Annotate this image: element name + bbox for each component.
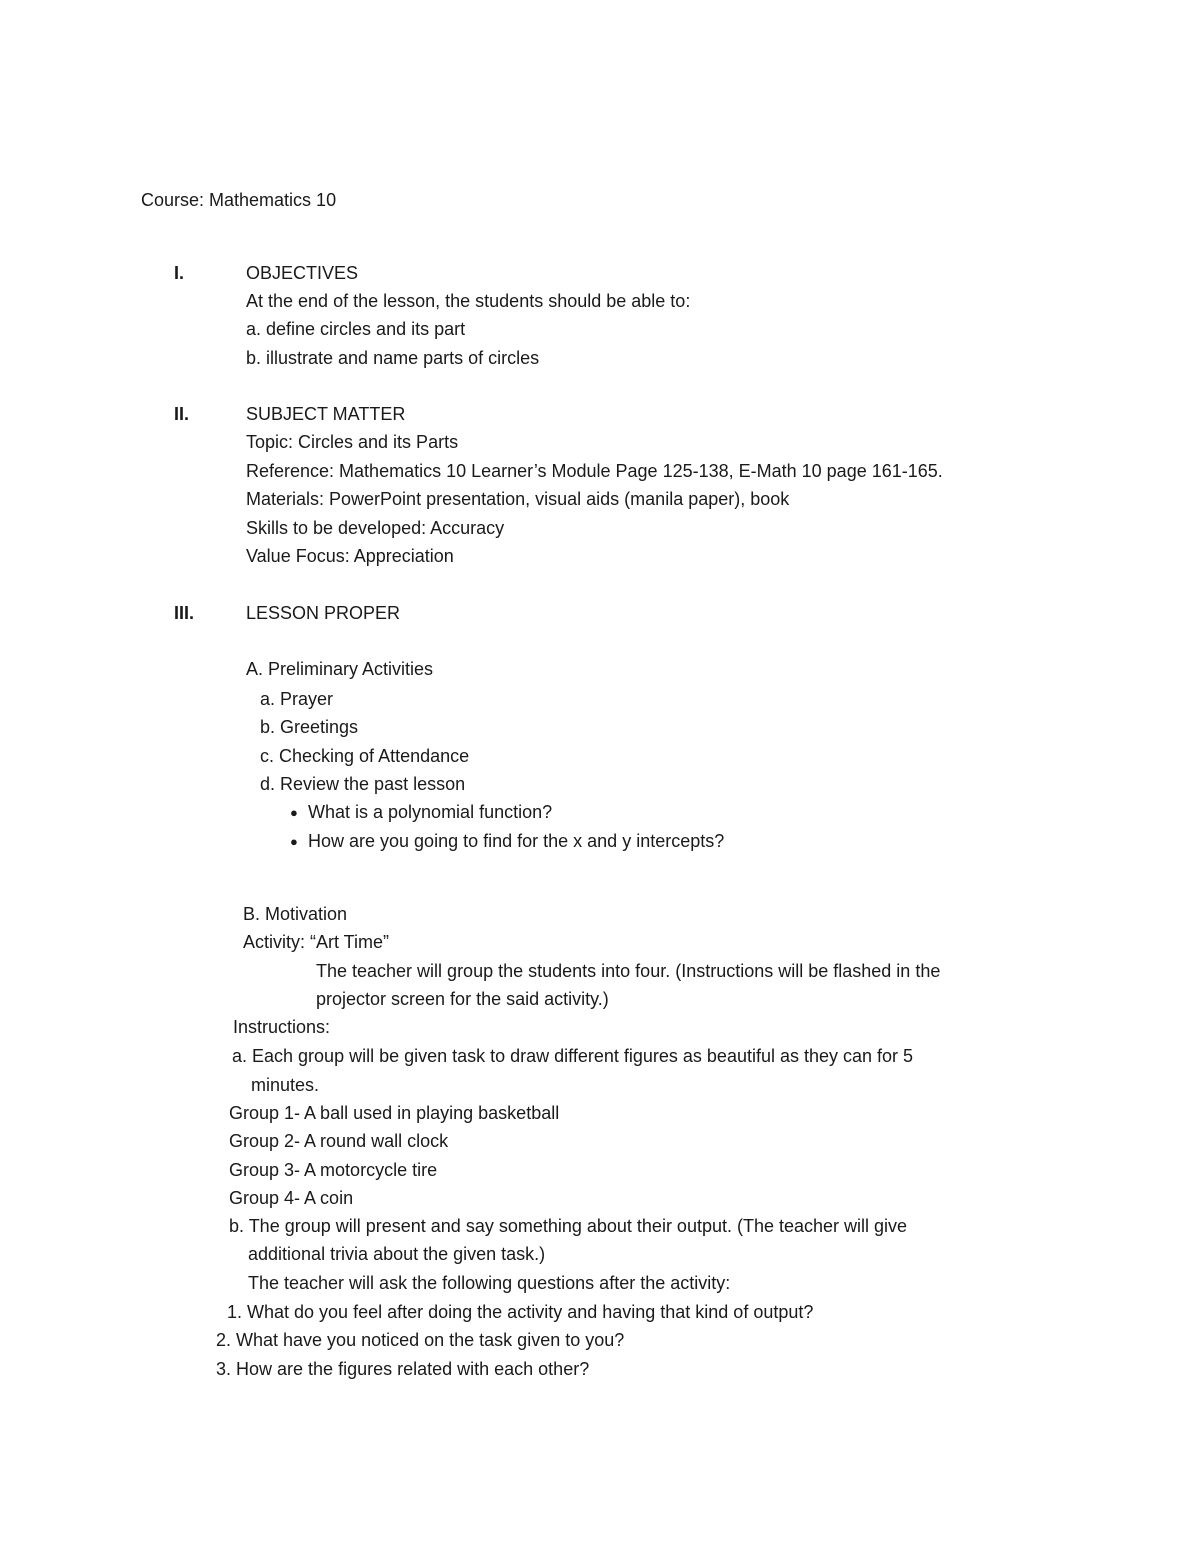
- questions-intro: The teacher will ask the following questions after the activity:: [248, 1273, 731, 1293]
- motivation-activity: Activity: “Art Time”: [243, 932, 390, 952]
- subject-matter-value-focus: Value Focus: Appreciation: [246, 546, 454, 566]
- group-task: Group 4- A coin: [229, 1188, 354, 1208]
- subject-matter-materials: Materials: PowerPoint presentation, visual aids (manila paper), book: [246, 489, 790, 509]
- section-numeral-objectives: I.: [174, 263, 185, 283]
- group-task: Group 2- A round wall clock: [229, 1131, 449, 1151]
- review-bullet-item: [290, 800, 552, 824]
- motivation-title: B. Motivation: [243, 904, 348, 924]
- preliminary-item: d. Review the past lesson: [260, 774, 466, 794]
- motivation-description: The teacher will group the students into four. (Instructions will be flashed in the: [316, 961, 941, 981]
- section-heading-objectives: OBJECTIVES: [246, 263, 359, 283]
- review-question: How are you going to find for the x and y intercepts?: [308, 831, 725, 851]
- question-item: 3. How are the figures related with each other?: [216, 1359, 590, 1379]
- section-heading-lesson-proper: LESSON PROPER: [246, 603, 401, 623]
- instruction-a: a. Each group will be given task to draw different figures as beautiful as they can for 5: [232, 1046, 914, 1066]
- bullet-icon: ●: [290, 834, 298, 849]
- motivation-description-continued: projector screen for the said activity.): [316, 989, 609, 1009]
- instruction-b-continued: additional trivia about the given task.): [248, 1244, 546, 1264]
- question-item: 1. What do you feel after doing the activity and having that kind of output?: [227, 1302, 814, 1322]
- group-task: Group 3- A motorcycle tire: [229, 1160, 438, 1180]
- bullet-icon: ●: [290, 805, 298, 820]
- question-item: 2. What have you noticed on the task given to you?: [216, 1330, 625, 1350]
- group-task: Group 1- A ball used in playing basketball: [229, 1103, 560, 1123]
- preliminary-item: b. Greetings: [260, 717, 359, 737]
- section-heading-subject-matter: SUBJECT MATTER: [246, 404, 406, 424]
- subject-matter-reference: Reference: Mathematics 10 Learner’s Module Page 125-138, E-Math 10 page 161-165.: [246, 461, 943, 481]
- review-question: What is a polynomial function?: [308, 802, 553, 822]
- course-line: Course: Mathematics 10: [141, 190, 337, 210]
- section-numeral-lesson-proper: III.: [174, 603, 195, 623]
- preliminary-activities-title: A. Preliminary Activities: [246, 659, 434, 679]
- review-bullet-item: [290, 829, 724, 853]
- objective-item: a. define circles and its part: [246, 319, 466, 339]
- preliminary-item: c. Checking of Attendance: [260, 746, 470, 766]
- preliminary-item: a. Prayer: [260, 689, 334, 709]
- subject-matter-topic: Topic: Circles and its Parts: [246, 432, 459, 452]
- section-numeral-subject-matter: II.: [174, 404, 190, 424]
- instructions-label: Instructions:: [233, 1017, 331, 1037]
- objectives-intro: At the end of the lesson, the students should be able to:: [246, 291, 691, 311]
- instruction-b: b. The group will present and say something about their output. (The teacher will give: [229, 1216, 908, 1236]
- objective-item: b. illustrate and name parts of circles: [246, 348, 540, 368]
- subject-matter-skills: Skills to be developed: Accuracy: [246, 518, 505, 538]
- instruction-a-continued: minutes.: [251, 1075, 320, 1095]
